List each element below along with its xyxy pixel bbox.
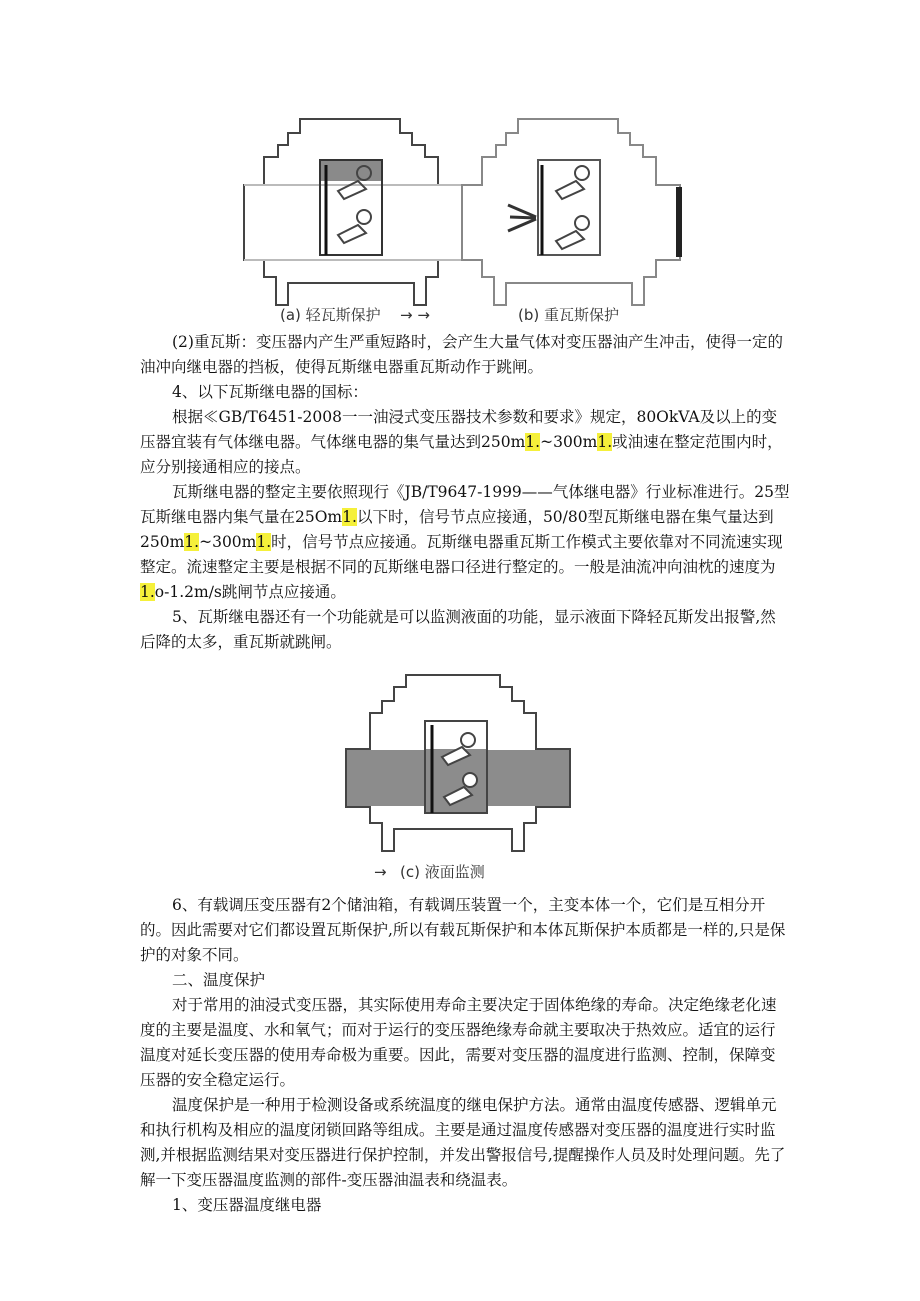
relay-diagram-a	[244, 119, 462, 305]
paragraph-level-monitor: 5、瓦斯继电器还有一个功能就是可以监测液面的功能，显示液面下降轻瓦斯发出报警,然后降的太多，重瓦斯就跳闸。	[140, 608, 776, 651]
paragraph-on-load-tap: 6、有载调压变压器有2个储油箱，有载调压装置一个，主变本体一个，它们是互相分开的。因此需要对它们都设置瓦斯保护,所以有载瓦斯保护和本体瓦斯保护本质都是一样的,只是保护的对象不同。	[140, 896, 786, 964]
paragraph-jb-standard: 瓦斯继电器的整定主要依照现行《JB/T9647-1999——气体继电器》行业标准进行。25型瓦斯继电器内集气量在25Om1.以下时，信号节点应接通，50/80型瓦斯继电器在集气量达到250m1.~300m1.时，信号节点应接通。瓦斯继电器重瓦斯工作模式主要依靠对不同流速实现整定。流速整定主要是根据不同的瓦斯继电器口径进行整定的。一般是油流冲向油枕的速度为1.o-1.2m∕s跳闸节点应接通。	[140, 483, 790, 601]
caption-c: (c) 液面监测	[400, 863, 485, 881]
relay-diagram-b	[462, 119, 682, 305]
figure-level-monitoring	[340, 665, 580, 890]
heading-national-standard: 4、以下瓦斯继电器的国标：	[172, 383, 368, 401]
paragraph-temperature-protection: 温度保护是一种用于检测设备或系统温度的继电保护方法。通常由温度传感器、逻辑单元和执行机构及相应的温度闭锁回路等组成。主要是通过温度传感器对变压器的温度进行实时监测,并根据监测结果对变压器进行保护控制，并发出警报信号,提醒操作人员及时处理问题。先了解一下变压器温度监测的部件-变压器油温表和绕温表。	[140, 1096, 786, 1189]
paragraph-heavy-gas: (2)重瓦斯：变压器内产生严重短路时，会产生大量气体对变压器油产生冲击，使得一定的油冲向继电器的挡板，使得瓦斯继电器重瓦斯动作于跳闸。	[140, 333, 783, 376]
caption-a: (a) 轻瓦斯保护	[280, 306, 381, 324]
arrow-c: →	[374, 863, 387, 881]
paragraph-gb-standard: 根据≪GB∕T6451-2008一一油浸式变压器技术参数和要求》规定，80OkVA及以上的变压器宜装有气体继电器。气体继电器的集气量达到250m1.~300m1.或油速在整定范围内时，应分别接通相应的接点。	[140, 408, 783, 476]
paragraph-insulation-life: 对于常用的油浸式变压器，其实际使用寿命主要决定于固体绝缘的寿命。决定绝缘老化速度的主要是温度、水和氧气；而对于运行的变压器绝缘寿命就主要取决于热效应。适宜的运行温度对延长变压器的使用寿命极为重要。因此，需要对变压器的温度进行监测、控制，保障变压器的安全稳定运行。	[140, 996, 777, 1089]
heading-temperature-protection: 二、温度保护	[172, 971, 266, 989]
caption-b: (b) 重瓦斯保护	[518, 306, 619, 324]
arrow-a: → →	[400, 306, 430, 324]
heading-temperature-relay: 1、变压器温度继电器	[172, 1196, 322, 1214]
figure-gas-protection	[240, 105, 685, 330]
